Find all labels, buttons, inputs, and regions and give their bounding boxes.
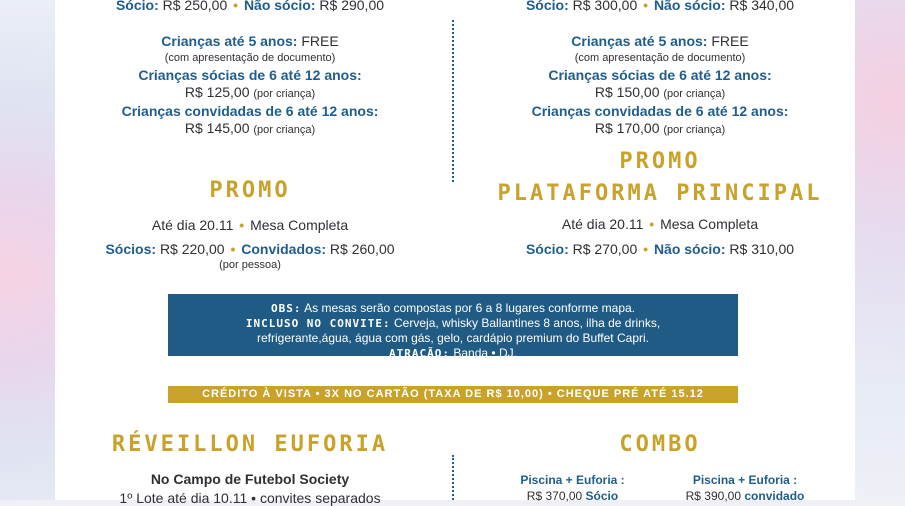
- reveillon-title: RÉVEILLON EUFORIA: [111, 432, 389, 457]
- divider-bottom: [452, 455, 454, 500]
- combo-col-convidado: Piscina + Euforia : R$ 390,00 convidado: [685, 473, 805, 503]
- promo-right-prices: Sócio: R$ 270,00 • Não sócio: R$ 310,00: [525, 241, 795, 257]
- promo-left-title: PROMO: [209, 178, 291, 203]
- obs-box: OBS: As mesas serão compostas por 6 a 8 lugares conforme mapa. INCLUSO NO CONVITE: Cerveja, whisky Ballantines 8 anos, ilha de drinks, refrigerante,água, água com gás, gelo, cardápio premium do Buffet Capri. ATRAÇÃO: Banda • DJ.: [168, 294, 738, 356]
- promo-left-date: Até dia 20.11 • Mesa Completa: [151, 217, 349, 233]
- left-price-line: Sócio: R$ 250,00 • Não sócio: R$ 290,00: [115, 0, 385, 13]
- payment-bar: CRÉDITO À VISTA • 3X NO CARTÃO (TAXA DE R$ 10,00) • CHEQUE PRÉ ATÉ 15.12: [168, 386, 738, 403]
- reveillon-line1: No Campo de Futebol Society: [150, 471, 350, 487]
- promo-right-date: Até dia 20.11 • Mesa Completa: [561, 216, 759, 232]
- reveillon-line2: 1º Lote até dia 10.11 • convites separados: [119, 490, 381, 506]
- promo-left-note: (por pessoa): [219, 259, 281, 271]
- promo-left-prices: Sócios: R$ 220,00 • Convidados: R$ 260,00: [105, 241, 395, 257]
- combo-col-socio: Piscina + Euforia : R$ 370,00 Sócio: [520, 473, 625, 503]
- combo-title: COMBO: [619, 432, 701, 457]
- promo-right-subtitle: PLATAFORMA PRINCIPAL: [497, 181, 823, 206]
- promo-right-title: PROMO: [619, 149, 701, 174]
- divider-top: [452, 20, 454, 182]
- right-kids-block: Crianças até 5 anos: FREE (com apresentação de documento) Crianças sócias de 6 até 12 anos: R$ 150,00 (por criança) Crianças convidadas de 6 até 12 anos: R$ 170,00 (por criança): [531, 33, 789, 136]
- right-price-line: Sócio: R$ 300,00 • Não sócio: R$ 340,00: [525, 0, 795, 13]
- left-kids-block: Crianças até 5 anos: FREE (com apresentação de documento) Crianças sócias de 6 até 12 anos: R$ 125,00 (por criança) Crianças convidadas de 6 até 12 anos: R$ 145,00 (por criança): [121, 33, 379, 136]
